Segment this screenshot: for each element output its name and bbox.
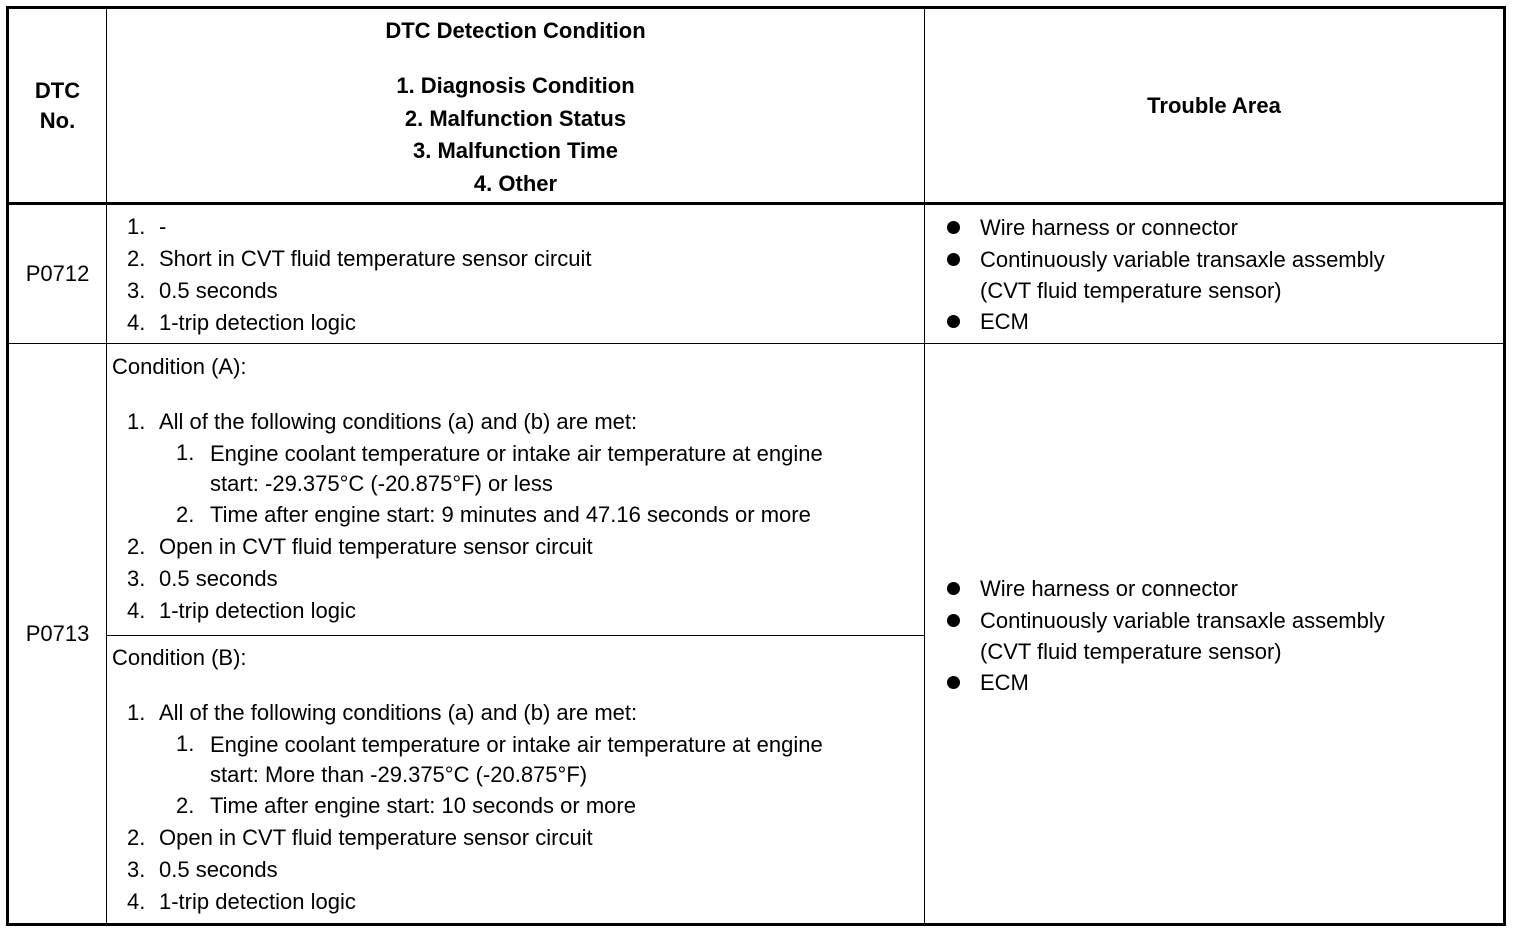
dtc-code-p0712 (9, 205, 106, 343)
condition-list (107, 697, 924, 918)
trouble-item (925, 605, 1503, 667)
header-condition-title: DTC Detection Condition (385, 18, 646, 43)
list-text: Time after engine start: 9 minutes and 47.16 seconds or more (210, 502, 811, 527)
trouble-subtext: (CVT fluid temperature sensor) (980, 639, 1282, 664)
condition-divider (107, 635, 924, 636)
list-text: Engine coolant temperature or intake air temperature at engine (210, 441, 823, 466)
list-number: 2. (127, 534, 146, 559)
condition-label: Condition (B): (112, 645, 247, 670)
list-text: Open in CVT fluid temperature sensor circuit (159, 534, 593, 559)
list-item (107, 697, 924, 822)
list-number: 2. (127, 246, 146, 271)
list-number: 3. (127, 278, 146, 303)
list-number: 4. (127, 598, 146, 623)
p0713-trouble-area (925, 573, 1503, 699)
list-number: 4. (127, 889, 146, 914)
list-text: start: More than -29.375°C (-20.875°F) (210, 762, 588, 787)
list-number: 3. (127, 566, 146, 591)
dtc-code-text: P0713 (25, 620, 90, 646)
dtc-table (6, 6, 1506, 926)
list-item (107, 275, 924, 307)
header-detection-condition (107, 9, 924, 202)
bullet-icon (947, 582, 960, 595)
list-item (107, 563, 924, 595)
trouble-list (925, 212, 1503, 338)
trouble-item (925, 573, 1503, 605)
list-item (107, 595, 924, 627)
list-item (107, 211, 924, 243)
list-text: 0.5 seconds (159, 566, 278, 591)
list-number: 4. (127, 310, 146, 335)
bullet-icon (947, 676, 960, 689)
list-number: 1. (176, 440, 195, 465)
trouble-item (925, 244, 1503, 306)
list-item (107, 307, 924, 339)
bullet-icon (947, 221, 960, 234)
trouble-item (925, 667, 1503, 699)
condition-list (107, 406, 924, 627)
list-text: Time after engine start: 10 seconds or more (210, 793, 636, 818)
p0712-conditions (107, 211, 924, 339)
p0712-trouble-area (925, 212, 1503, 338)
header-condition-item: 3. Malfunction Time (413, 138, 618, 163)
trouble-text: ECM (980, 670, 1029, 695)
header-dtc-no (9, 9, 106, 202)
list-number: 2. (176, 793, 195, 818)
list-text: All of the following conditions (a) and (b) are met: (159, 409, 638, 434)
sub-list-item (159, 438, 924, 499)
header-trouble-label: Trouble Area (1147, 92, 1281, 118)
row-divider (9, 343, 1503, 344)
list-item (107, 406, 924, 531)
list-number: 1. (176, 731, 195, 756)
sub-condition-list (159, 729, 924, 822)
list-text: Open in CVT fluid temperature sensor circuit (159, 825, 593, 850)
list-item (107, 531, 924, 563)
trouble-text: Continuously variable transaxle assembly (980, 247, 1385, 272)
condition-list (107, 211, 924, 339)
list-text: - (159, 214, 167, 239)
header-dtc-label: DTC (34, 77, 81, 103)
dtc-code-text: P0712 (25, 261, 90, 286)
sub-condition-list (159, 438, 924, 531)
list-text: 0.5 seconds (159, 857, 278, 882)
list-number: 1. (127, 214, 146, 239)
sub-list-item (159, 729, 924, 790)
header-divider (9, 202, 1503, 205)
p0713-condition-b (107, 642, 924, 918)
condition-label: Condition (A): (112, 354, 247, 379)
list-item (107, 243, 924, 275)
header-no-label: No. (39, 107, 76, 133)
list-text: 1-trip detection logic (159, 889, 356, 914)
trouble-item (925, 306, 1503, 338)
header-trouble-area (925, 9, 1503, 202)
header-condition-item: 4. Other (473, 170, 558, 196)
trouble-text: ECM (980, 309, 1029, 334)
list-item (107, 886, 924, 918)
list-item (107, 854, 924, 886)
bullet-icon (947, 315, 960, 328)
dtc-code-p0713 (9, 344, 106, 923)
list-text: All of the following conditions (a) and (b) are met: (159, 700, 638, 725)
list-number: 1. (127, 409, 146, 434)
bullet-icon (947, 253, 960, 266)
trouble-text: Wire harness or connector (980, 576, 1238, 601)
bullet-icon (947, 614, 960, 627)
list-text: 1-trip detection logic (159, 598, 356, 623)
header-condition-item: 1. Diagnosis Condition (396, 73, 635, 98)
trouble-subtext: (CVT fluid temperature sensor) (980, 278, 1282, 303)
list-number: 1. (127, 700, 146, 725)
list-text: start: -29.375°C (-20.875°F) or less (210, 471, 553, 496)
list-text: Short in CVT fluid temperature sensor circuit (159, 246, 592, 271)
list-number: 3. (127, 857, 146, 882)
sub-list-item (159, 790, 924, 822)
list-text: 0.5 seconds (159, 278, 278, 303)
trouble-text: Wire harness or connector (980, 215, 1238, 240)
header-condition-item: 2. Malfunction Status (404, 105, 627, 131)
sub-list-item (159, 499, 924, 531)
list-text: Engine coolant temperature or intake air temperature at engine (210, 732, 823, 757)
list-item (107, 822, 924, 854)
list-number: 2. (176, 502, 195, 527)
trouble-list (925, 573, 1503, 699)
trouble-item (925, 212, 1503, 244)
list-number: 2. (127, 825, 146, 850)
trouble-text: Continuously variable transaxle assembly (980, 608, 1385, 633)
list-text: 1-trip detection logic (159, 310, 356, 335)
p0713-condition-a (107, 351, 924, 627)
